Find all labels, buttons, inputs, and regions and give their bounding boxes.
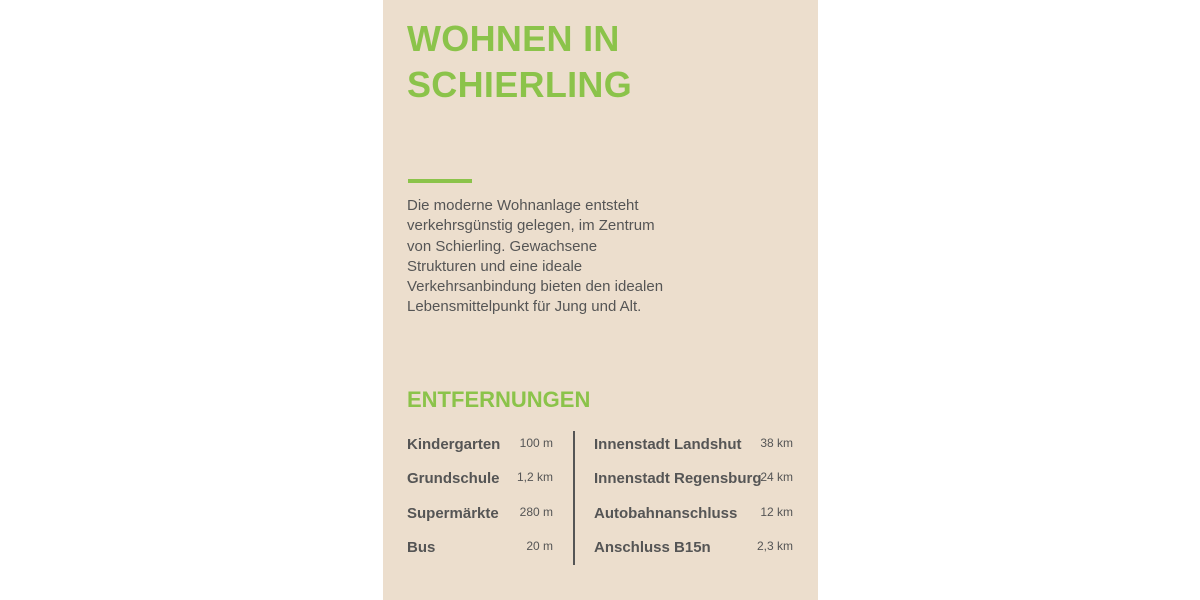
intro-paragraph: Die moderne Wohnanlage entsteht verkehrsgünstig gelegen, im Zentrum von Schierling. Gewachsene Strukturen und eine ideale Verkehrsanbindung bieten den idealen Lebensmittelpunkt für Jung und Alt. (407, 197, 664, 316)
distance-label: Bus (407, 538, 436, 556)
distance-label: Kindergarten (407, 436, 501, 453)
page-title (407, 16, 632, 108)
distance-label: Innenstadt Landshut (594, 436, 742, 453)
distance-label: Grundschule (407, 470, 500, 488)
distance-label: Autobahnanschluss (594, 504, 738, 522)
distance-value: 100 m (519, 436, 553, 450)
column-divider (573, 431, 575, 565)
distance-value: 280 m (519, 504, 553, 519)
title-line-1: WOHNEN IN (407, 18, 620, 59)
distance-row-b15n (594, 535, 793, 569)
distances-right-column (594, 432, 793, 569)
distance-row-kindergarten (407, 432, 553, 466)
distance-row-regensburg (594, 466, 793, 500)
distance-value: 20 m (526, 538, 553, 553)
distance-row-bus (407, 535, 553, 569)
distance-value: 12 km (760, 504, 793, 519)
distance-row-landshut (594, 432, 793, 466)
title-line-2: SCHIERLING (407, 64, 633, 105)
distance-value: 1,2 km (516, 470, 553, 485)
distance-label: Anschluss B15n (594, 538, 711, 556)
distance-value: 38 km (760, 436, 793, 450)
info-panel (383, 0, 818, 600)
distance-value: 2,3 km (756, 538, 793, 553)
accent-divider (408, 179, 472, 183)
distance-value: 24 km (760, 470, 793, 485)
distance-row-supermaerkte (407, 501, 553, 535)
distance-row-grundschule (407, 466, 553, 500)
distance-label: Supermärkte (407, 504, 499, 522)
distance-label: Innenstadt Regensburg (594, 470, 762, 488)
distance-row-autobahn (594, 501, 793, 535)
distances-left-column (407, 432, 553, 569)
distances-heading: ENTFERNUNGEN (407, 387, 591, 412)
